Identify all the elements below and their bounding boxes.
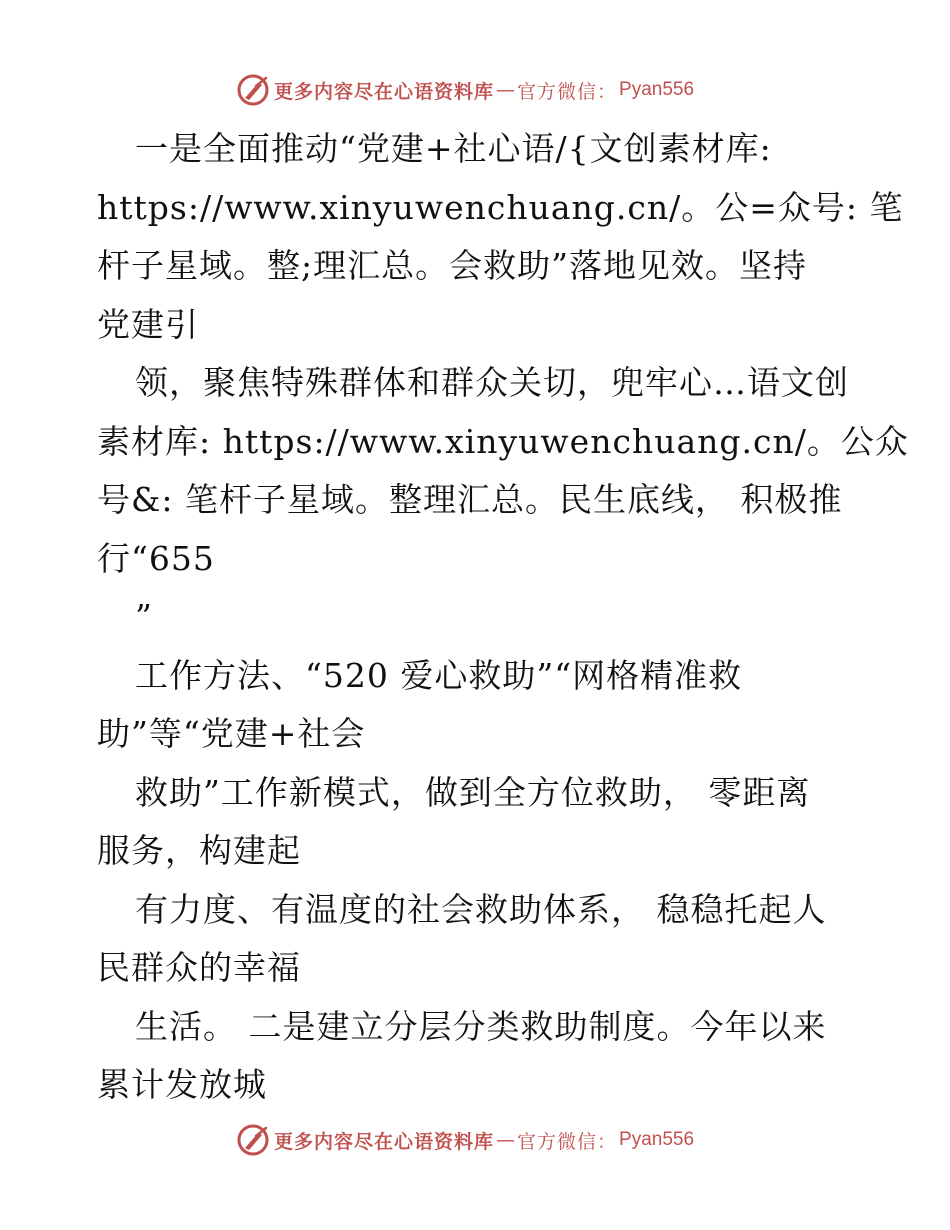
quill-pen-logo-icon — [236, 73, 270, 107]
header-brand-text: 更多内容尽在心语资料库 — [274, 80, 495, 103]
body-line: 有力度、有温度的社会救助体系， 稳稳托起人 — [135, 889, 827, 929]
body-line: 助”等“党建+社会 — [97, 714, 366, 753]
quill-pen-logo-icon — [236, 1123, 270, 1157]
footer-wechat-id: Pyan556 — [619, 1129, 695, 1150]
footer-dash: — — [496, 1129, 516, 1151]
body-line: 民群众的幸福 — [97, 948, 301, 987]
body-line: 生活。 二是建立分层分类救助制度。今年以来 — [135, 1006, 827, 1046]
body-line: 累计发放城 — [97, 1065, 267, 1104]
body-line: 服务，构建起 — [97, 831, 301, 870]
document-body — [97, 120, 909, 1115]
footer-official-label: 官方微信： — [517, 1130, 618, 1153]
footer-brand-text: 更多内容尽在心语资料库 — [274, 1130, 495, 1153]
body-line: ” — [135, 597, 153, 636]
body-line: 党建引 — [97, 304, 199, 344]
footer-banner — [236, 1122, 694, 1158]
body-line: 工作方法、“520 爱心救助”“网格精准救 — [135, 655, 743, 695]
body-line: 领，聚焦特殊群体和群众关切，兜牢心…语文创 — [135, 363, 849, 402]
body-line: 一是全面推动“党建+社心语/{文创素材库: — [135, 129, 772, 168]
body-line: https://www.xinyuwenchuang.cn/。公=众号: 笔 — [97, 187, 904, 227]
header-dash: — — [496, 79, 516, 101]
body-line: 杆子星域。整;理汇总。会救助”落地见效。坚持 — [97, 246, 807, 285]
body-line: 号&: 笔杆子星域。整理汇总。民生底线， 积极推 — [97, 480, 843, 519]
body-line: 素材库: https://www.xinyuwenchuang.cn/。公众 — [97, 421, 909, 461]
body-line: 救助”工作新模式，做到全方位救助， 零距离 — [135, 772, 811, 812]
header-official-label: 官方微信： — [517, 80, 618, 103]
body-line: 行“655 — [97, 538, 215, 578]
header-banner — [236, 72, 694, 108]
header-wechat-id: Pyan556 — [619, 79, 695, 100]
